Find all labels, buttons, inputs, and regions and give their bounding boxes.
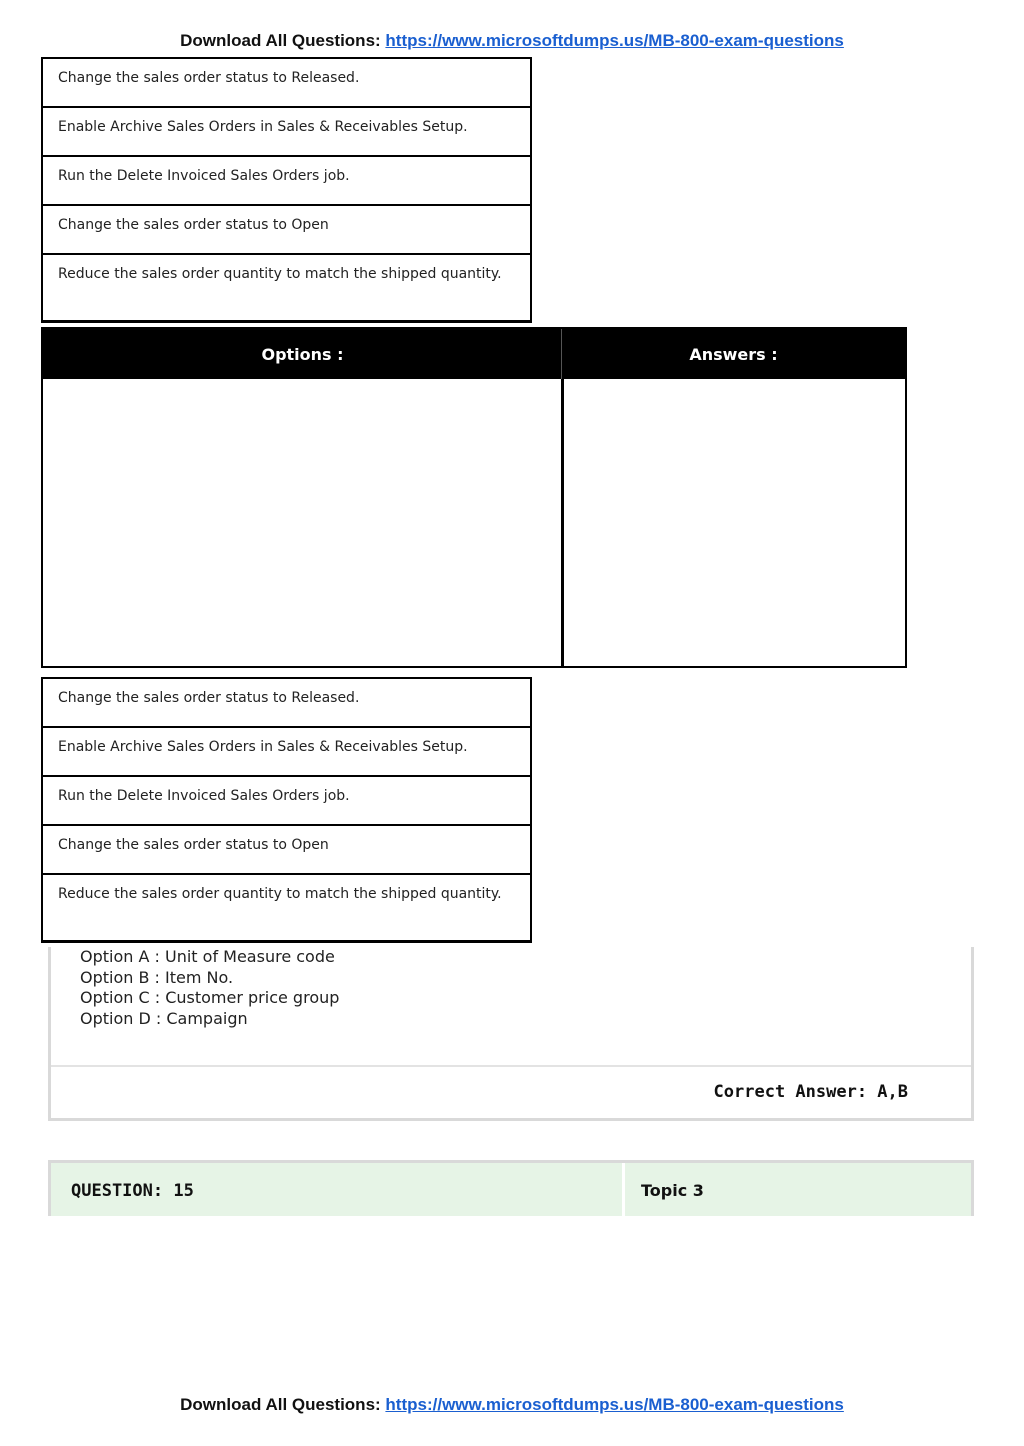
download-header: [0, 31, 1024, 51]
step-item[interactable]: Change the sales order status to Open: [43, 826, 530, 875]
answers-header: Answers :: [689, 345, 778, 364]
option-c: Option C : Customer price group: [80, 988, 340, 1007]
question-number: QUESTION: 15: [71, 1181, 194, 1201]
step-item[interactable]: Reduce the sales order quantity to match the shipped quantity.: [43, 875, 530, 943]
option-a: Option A : Unit of Measure code: [80, 947, 335, 966]
question-header: [48, 1160, 974, 1216]
download-label: Download All Questions:: [180, 1395, 381, 1414]
step-item[interactable]: Run the Delete Invoiced Sales Orders job.: [43, 157, 530, 206]
step-item[interactable]: Enable Archive Sales Orders in Sales & Receivables Setup.: [43, 108, 530, 157]
step-item[interactable]: Reduce the sales order quantity to match the shipped quantity.: [43, 255, 530, 323]
step-item[interactable]: Run the Delete Invoiced Sales Orders job.: [43, 777, 530, 826]
step-item[interactable]: Change the sales order status to Released.: [43, 59, 530, 108]
step-list-top: [41, 57, 532, 323]
step-item[interactable]: Change the sales order status to Released.: [43, 679, 530, 728]
drag-drop-table: [41, 327, 907, 668]
download-link[interactable]: https://www.microsoftdumps.us/MB-800-exam-questions: [385, 31, 844, 50]
step-item[interactable]: Change the sales order status to Open: [43, 206, 530, 255]
download-link[interactable]: https://www.microsoftdumps.us/MB-800-exam-questions: [385, 1395, 844, 1414]
column-divider: [561, 379, 564, 666]
download-label: Download All Questions:: [180, 31, 381, 50]
step-item[interactable]: Enable Archive Sales Orders in Sales & Receivables Setup.: [43, 728, 530, 777]
option-d: Option D : Campaign: [80, 1008, 248, 1028]
download-footer: [0, 1395, 1024, 1415]
option-list: [80, 947, 339, 1029]
option-b: Option B : Item No.: [80, 967, 234, 987]
question-box: [48, 947, 974, 1121]
correct-answer: Correct Answer: A,B: [713, 1082, 908, 1102]
answer-row: [51, 1065, 971, 1120]
options-header: Options :: [261, 345, 344, 364]
question-topic: Topic 3: [641, 1181, 704, 1200]
step-list-bottom: [41, 677, 532, 943]
drag-drop-header: [43, 329, 905, 379]
